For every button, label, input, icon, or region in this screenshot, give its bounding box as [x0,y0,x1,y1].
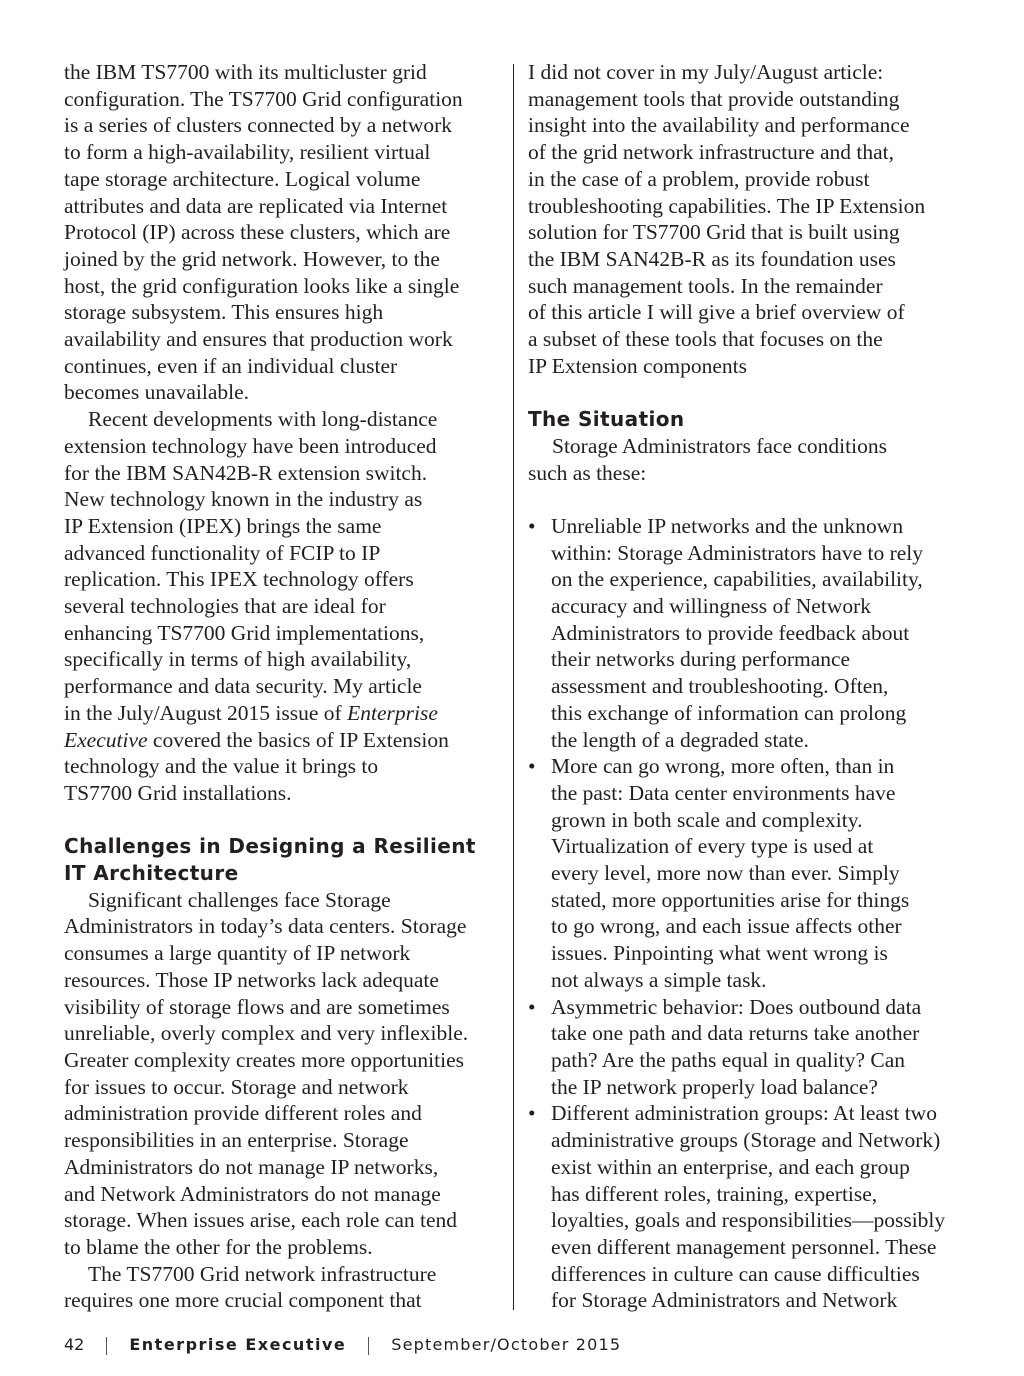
text-line: Protocol (IP) across these clusters, which are [64,220,451,245]
text-line: host, the grid configuration looks like a single [64,273,460,298]
text-line: for issues to occur. Storage and network [64,1074,409,1099]
text-line [64,727,504,754]
page-footer [64,1334,621,1356]
text-line: • Asymmetric behavior: Does outbound data [551,994,922,1019]
text-line: configuration. The TS7700 Grid configuration [64,86,463,111]
text-line: exist within an enterprise, and each group [551,1154,910,1179]
footer-divider [106,1337,107,1355]
list-item [528,994,968,1101]
text-line: specifically in terms of high availability, [64,647,412,672]
text-line: this exchange of information can prolong [551,700,907,725]
text-line: solution for TS7700 Grid that is built using [528,220,900,245]
left-paragraph-4 [64,1261,504,1314]
text-line: performance and data security. My article [64,674,422,699]
text-line: administration provide different roles and [64,1101,422,1126]
magazine-title-italic: Enterprise [347,700,438,725]
text-line: loyalties, goals and responsibilities—possibly [551,1208,946,1233]
text-line: several technologies that are ideal for [64,594,386,619]
text-line: on the experience, capabilities, availability, [551,567,923,592]
text-line: of this article I will give a brief overview of [528,300,905,325]
text-line: replication. This IPEX technology offers [64,567,414,592]
text-line: the length of a degraded state. [551,727,809,752]
left-paragraph-3 [64,887,504,1261]
left-paragraph-2 [64,406,504,807]
text-line: Significant challenges face Storage [88,887,391,912]
text-line: becomes unavailable. [64,380,250,405]
text-line: joined by the grid network. However, to the [64,246,440,271]
text-line: I did not cover in my July/August article: [528,60,884,84]
text-line: Administrators do not manage IP networks, [64,1154,439,1179]
text-line: responsibilities in an enterprise. Storage [64,1128,409,1153]
text-line: resources. Those IP networks lack adequate [64,967,439,992]
list-item [528,753,968,993]
text-line: every level, more now than ever. Simply [551,861,900,886]
right-paragraph-1 [528,59,968,379]
text-line: unreliable, overly complex and very inflexible. [64,1021,469,1046]
text-line: Greater complexity creates more opportunities [64,1048,464,1072]
text-line: troubleshooting capabilities. The IP Extension [528,193,926,218]
text-line: accuracy and willingness of Network [551,594,872,619]
spacer [528,486,968,513]
text-line: storage. When issues arise, each role can tend [64,1208,458,1233]
spacer [528,379,968,406]
left-column [64,59,504,1314]
text-line: attributes and data are replicated via Internet [64,193,448,218]
text-line: New technology known in the industry as [64,487,423,512]
publication-name: Enterprise Executive [129,1335,347,1354]
text-line: a subset of these tools that focuses on the [528,327,883,352]
text-line: such management tools. In the remainder [528,273,883,298]
text-run: covered the basics of IP Extension [147,727,449,752]
left-paragraph-1 [64,59,504,406]
text-line: administrative groups (Storage and Network) [551,1128,941,1153]
text-line: grown in both scale and complexity. [551,807,863,832]
text-line: Storage Administrators face conditions [552,433,887,458]
text-line: the past: Data center environments have [551,780,896,805]
issue-date: September/October 2015 [391,1335,622,1354]
text-line: to form a high-availability, resilient virtual [64,140,431,165]
section-heading-challenges [64,833,504,886]
text-line: stated, more opportunities arise for things [551,887,910,912]
text-line: is a series of clusters connected by a network [64,113,453,138]
column-divider [513,64,514,1310]
text-line: IP Extension (IPEX) brings the same [64,513,382,538]
text-line: advanced functionality of FCIP to IP [64,540,381,565]
bullet-list [528,513,968,1314]
text-line: of the grid network infrastructure and that, [528,140,894,165]
text-line: • Unreliable IP networks and the unknown [551,513,904,538]
text-line: availability and ensures that production work [64,327,453,352]
heading-line: IT Architecture [64,861,239,886]
text-line: Virtualization of every type is used at [551,834,874,859]
section-heading-situation: The Situation [528,407,685,432]
list-item [528,1100,968,1314]
heading-line: Challenges in Designing a Resilient [64,834,476,859]
text-line: within: Storage Administrators have to rely [551,540,924,565]
text-line [64,700,504,727]
text-line: technology and the value it brings to [64,754,379,779]
text-line: issues. Pinpointing what went wrong is [551,941,888,966]
text-line: in the case of a problem, provide robust [528,166,870,191]
text-line: The TS7700 Grid network infrastructure [88,1261,437,1286]
text-line: to go wrong, and each issue affects other [551,914,902,939]
text-line: the IBM SAN42B-R as its foundation uses [528,246,896,271]
text-line: • Different administration groups: At least two [551,1101,937,1126]
spacer [64,807,504,834]
footer-divider [368,1337,369,1355]
text-line: for the IBM SAN42B-R extension switch. [64,460,428,485]
text-line: insight into the availability and performance [528,113,910,138]
text-line: even different management personnel. These [551,1234,937,1259]
text-line: management tools that provide outstanding [528,86,900,111]
text-line: extension technology have been introduced [64,433,437,458]
text-run: in the July/August 2015 issue of [64,700,348,725]
text-line: take one path and data returns take another [551,1021,920,1046]
text-line: differences in culture can cause difficulties [551,1261,920,1286]
text-line: storage subsystem. This ensures high [64,300,384,325]
text-line: Administrators in today’s data centers. Storage [64,914,467,939]
page-number: 42 [64,1335,85,1354]
text-line: visibility of storage flows and are sometimes [64,994,450,1019]
text-line: path? Are the paths equal in quality? Can [551,1047,906,1072]
list-item [528,513,968,753]
text-line: to blame the other for the problems. [64,1234,373,1259]
magazine-title-italic: Executive [64,727,148,752]
text-line: requires one more crucial component that [64,1288,422,1313]
text-line: consumes a large quantity of IP network [64,941,411,966]
text-line: tape storage architecture. Logical volume [64,166,421,191]
right-column [528,59,968,1314]
text-line: the IBM TS7700 with its multicluster grid [64,60,427,84]
text-line: • More can go wrong, more often, than in [551,754,895,779]
text-line: such as these: [528,460,647,485]
right-paragraph-2 [528,433,968,486]
text-line: the IP network properly load balance? [551,1074,878,1099]
text-line: for Storage Administrators and Network [551,1288,898,1313]
text-line: enhancing TS7700 Grid implementations, [64,620,425,645]
text-line: IP Extension components [528,353,747,378]
text-line: TS7700 Grid installations. [64,780,292,805]
text-line: and Network Administrators do not manage [64,1181,441,1206]
text-line: assessment and troubleshooting. Often, [551,674,889,699]
text-line: continues, even if an individual cluster [64,353,398,378]
text-line: their networks during performance [551,647,851,672]
text-line: Administrators to provide feedback about [551,620,910,645]
text-line: has different roles, training, expertise, [551,1181,878,1206]
text-line: not always a simple task. [551,967,767,992]
text-line: Recent developments with long-distance [88,407,438,432]
